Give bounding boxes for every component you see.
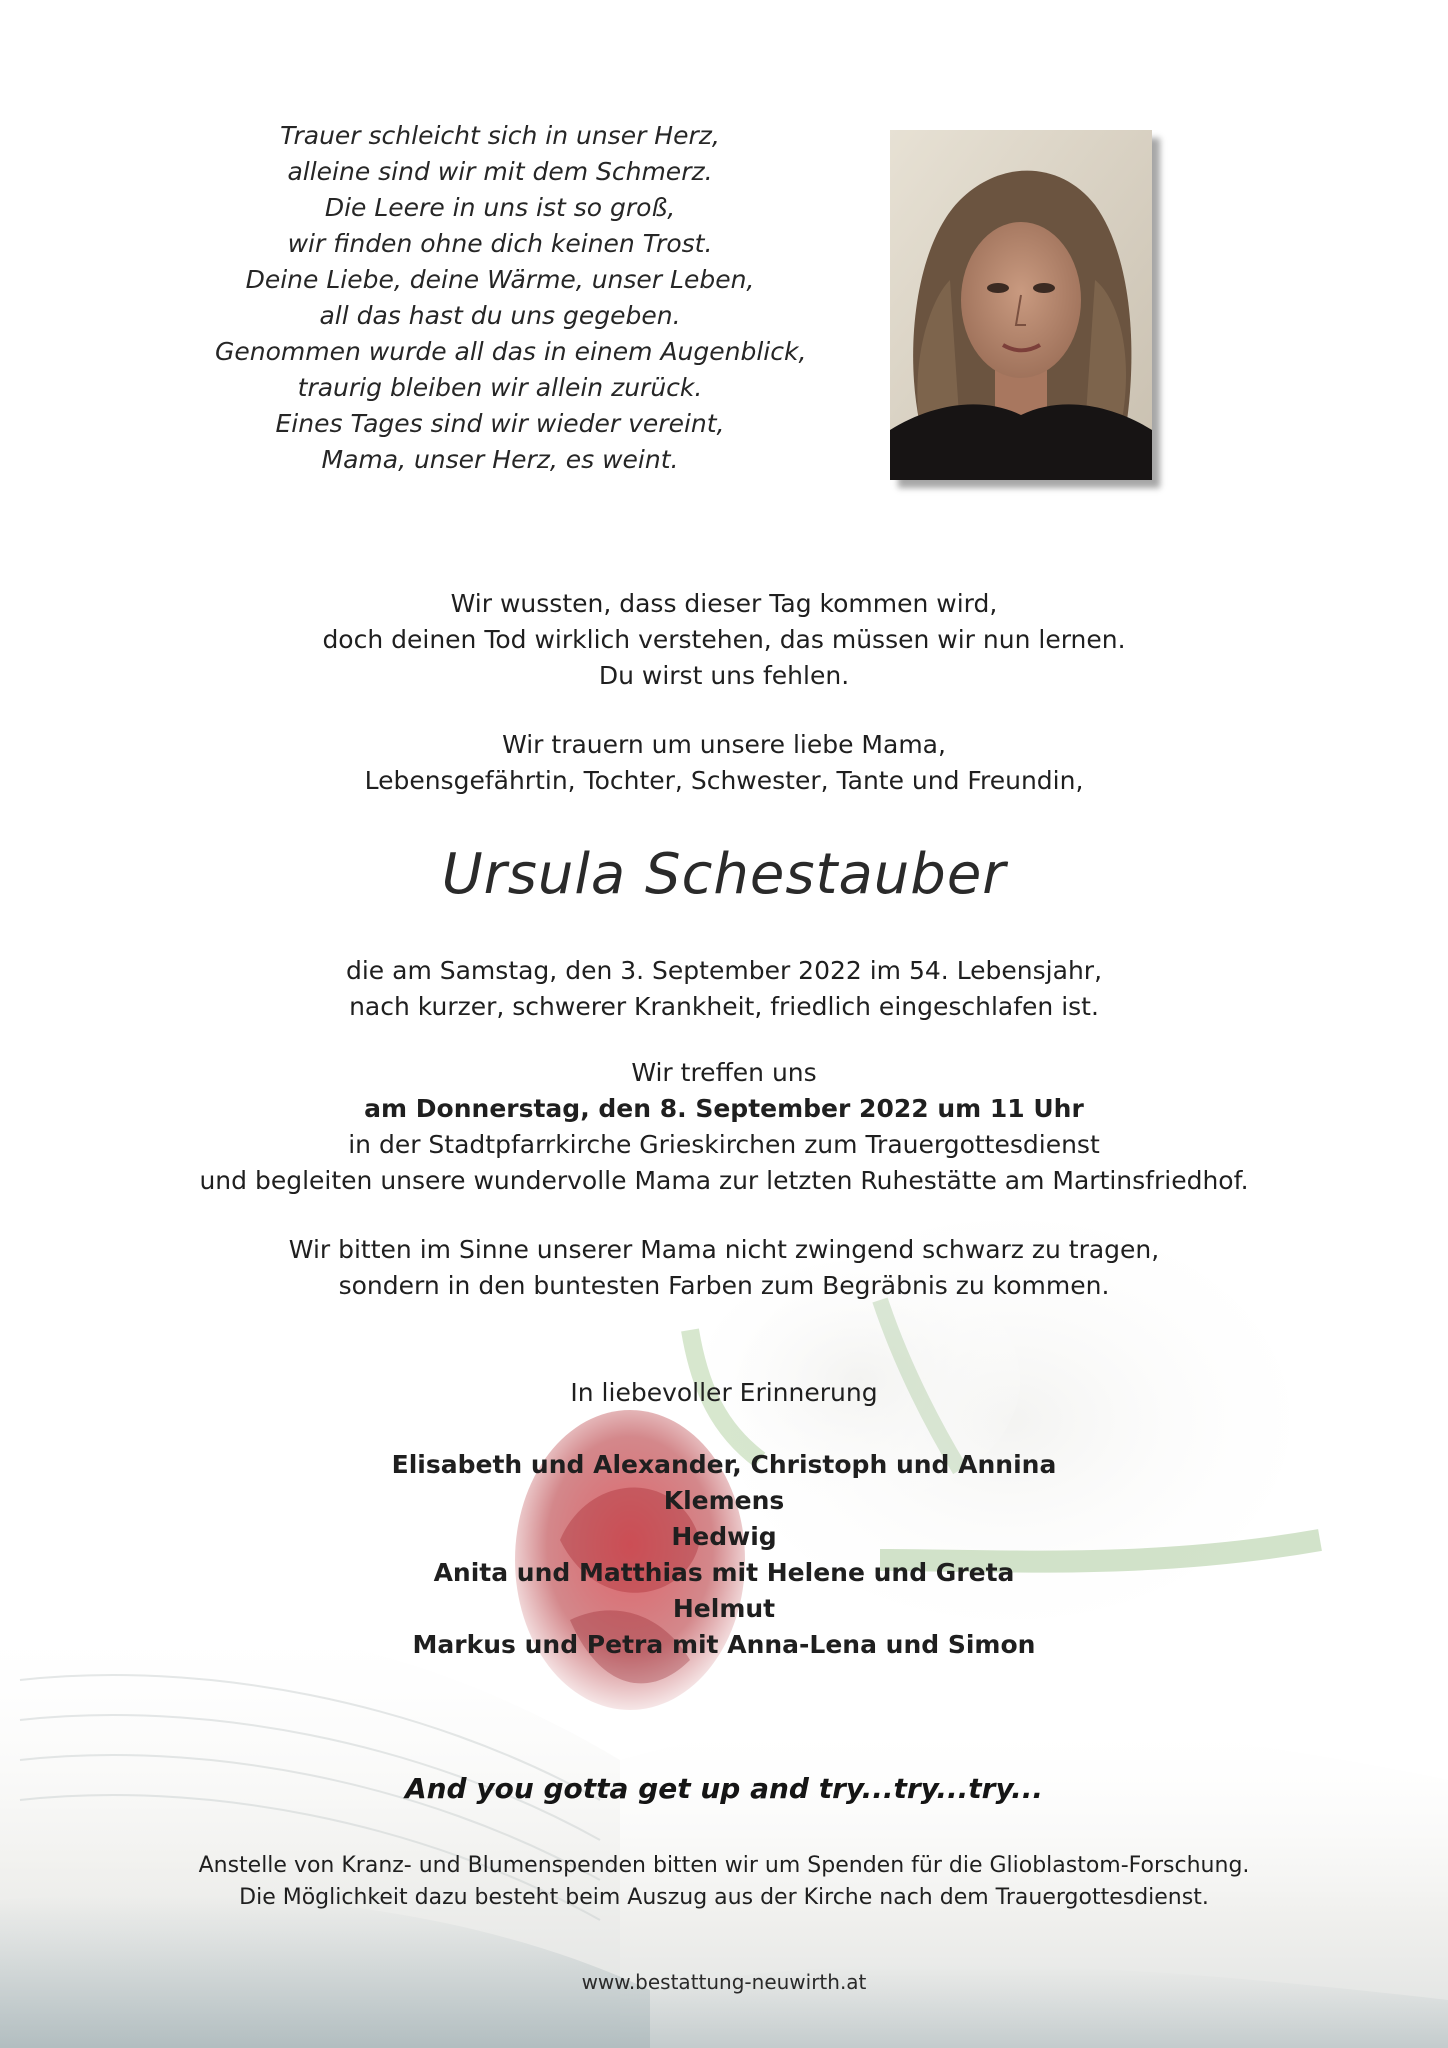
portrait-photo [890,130,1152,480]
service-info [0,1055,1448,1199]
service-intro: Wir treffen uns [631,1058,817,1087]
family-name-line: Hedwig [671,1522,777,1551]
donation-line: Die Möglichkeit dazu besteht beim Auszug aus der Kirche nach dem Trauergottesdienst. [239,1885,1209,1910]
portrait-image [890,130,1152,480]
family-name-line: Klemens [663,1486,785,1515]
family-name-line: Elisabeth und Alexander, Christoph und Annina [391,1450,1057,1479]
mourning-line: Wir trauern um unsere liebe Mama, [502,730,946,759]
family-names [0,1447,1448,1663]
service-line: in der Stadtpfarrkirche Grieskirchen zum Trauergottesdienst [348,1130,1100,1159]
donation-note [0,1850,1448,1914]
poem [215,118,807,478]
poem-line: alleine sind wir mit dem Schmerz. [287,157,713,186]
request-line: sondern in den buntesten Farben zum Begräbnis zu kommen. [338,1271,1110,1300]
motto-quote: And you gotta get up and try...try...try... [404,1772,1044,1805]
deceased-name: Ursula Schestauber [441,842,1007,907]
poem-line: all das hast du uns gegeben. [319,301,681,330]
donation-line: Anstelle von Kranz- und Blumenspenden bitten wir um Spenden für die Glioblastom-Forschung. [198,1853,1250,1878]
mourning-line: Lebensgefährtin, Tochter, Schwester, Tante und Freundin, [364,766,1084,795]
request-line: Wir bitten im Sinne unserer Mama nicht zwingend schwarz zu tragen, [288,1235,1160,1264]
poem-line: Die Leere in uns ist so groß, [324,193,676,222]
family-name-line: Anita und Matthias mit Helene und Greta [433,1558,1015,1587]
poem-line: Deine Liebe, deine Wärme, unser Leben, [245,265,755,294]
poem-line: traurig bleiben wir allein zurück. [297,373,703,402]
dress-request [0,1232,1448,1304]
death-notice-line: nach kurzer, schwerer Krankheit, friedlich eingeschlafen ist. [349,992,1099,1021]
poem-line: Eines Tages sind wir wieder vereint, [275,409,725,438]
family-heading: In liebevoller Erinnerung [570,1378,878,1407]
intro-line: Du wirst uns fehlen. [598,661,850,690]
poem-line: wir finden ohne dich keinen Trost. [287,229,713,258]
website-link[interactable]: www.bestattung-neuwirth.at [581,1970,867,1994]
intro-line: Wir wussten, dass dieser Tag kommen wird, [450,589,998,618]
family-name-line: Helmut [672,1594,776,1623]
poem-line: Genommen wurde all das in einem Augenblick, [215,337,807,366]
service-date: am Donnerstag, den 8. September 2022 um 11 Uhr [364,1094,1084,1123]
poem-line: Trauer schleicht sich in unser Herz, [280,121,720,150]
death-notice [0,953,1448,1025]
intro-line: doch deinen Tod wirklich verstehen, das müssen wir nun lernen. [322,625,1126,654]
mourning-text [0,727,1448,799]
death-notice-line: die am Samstag, den 3. September 2022 im 54. Lebensjahr, [345,956,1103,985]
poem-line: Mama, unser Herz, es weint. [321,445,679,474]
service-line: und begleiten unsere wundervolle Mama zur letzten Ruhestätte am Martinsfriedhof. [199,1166,1249,1195]
family-name-line: Markus und Petra mit Anna-Lena und Simon [412,1630,1036,1659]
intro-text [0,586,1448,694]
